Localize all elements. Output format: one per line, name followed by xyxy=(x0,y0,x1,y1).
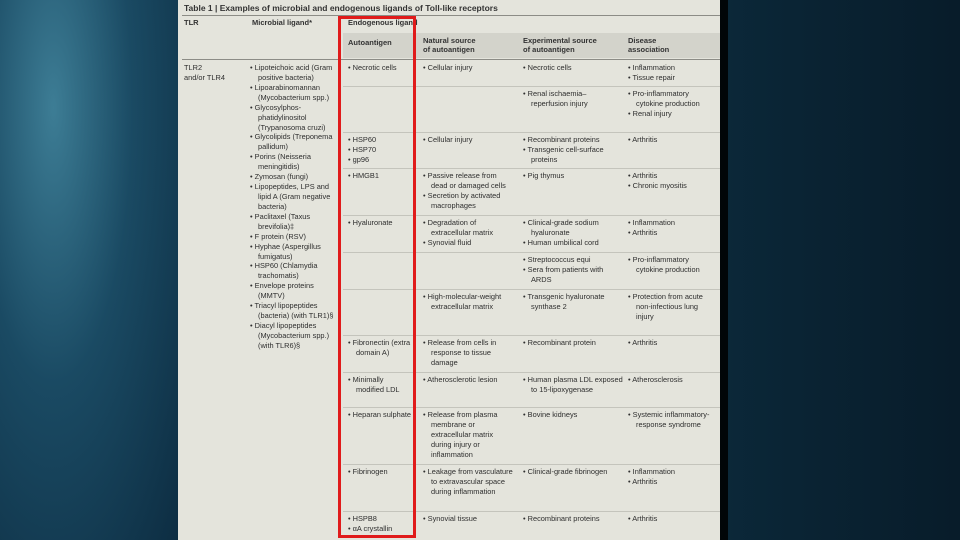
natural-source-cell xyxy=(423,375,515,385)
experimental-source-cell xyxy=(523,375,623,395)
experimental-source-cell xyxy=(523,514,623,524)
autoantigen-cell-item: • HSP70 xyxy=(348,145,412,155)
autoantigen-cell-item: • HMGB1 xyxy=(348,171,412,181)
header-natural-source: Natural source of autoantigen xyxy=(423,36,476,54)
experimental-source-cell xyxy=(523,63,623,73)
disease-association-cell xyxy=(628,89,716,119)
disease-association-cell-item: • Inflammation xyxy=(628,218,716,228)
natural-source-cell-item: • Secretion by activated macrophages xyxy=(423,191,515,211)
disease-association-cell-item: • Inflammation xyxy=(628,467,716,477)
slide-background-left xyxy=(0,0,178,540)
slide-divider xyxy=(720,0,728,540)
natural-source-cell-item: • High-molecular-weight extracellular matrix xyxy=(423,292,515,312)
experimental-source-cell xyxy=(523,218,623,248)
autoantigen-cell-item: • Minimally modified LDL xyxy=(348,375,412,395)
microbial-ligand-column xyxy=(250,63,338,351)
microbial-ligand-item: • Porins (Neisseria meningitidis) xyxy=(250,152,338,172)
tlr-cell: TLR2 and/or TLR4 xyxy=(184,63,225,82)
experimental-source-cell xyxy=(523,292,623,312)
table-document xyxy=(178,0,720,540)
disease-association-cell-item: • Renal injury xyxy=(628,109,716,119)
disease-association-cell xyxy=(628,255,716,275)
table-title: Table 1 | Examples of microbial and endogenous ligands of Toll-like receptors xyxy=(184,3,498,13)
autoantigen-cell-item: • Fibronectin (extra domain A) xyxy=(348,338,412,358)
microbial-ligand-item: • Glycolipids (Treponema pallidum) xyxy=(250,132,338,152)
natural-source-cell-item: • Degradation of extracellular matrix xyxy=(423,218,515,238)
slide-background-right xyxy=(720,0,960,540)
experimental-source-cell-item: • Recombinant proteins xyxy=(523,135,623,145)
natural-source-cell xyxy=(423,467,515,497)
experimental-source-cell-item: • Clinical-grade fibrinogen xyxy=(523,467,623,477)
microbial-ligand-item: • HSP60 (Chlamydia trachomatis) xyxy=(250,261,338,281)
disease-association-cell-item: • Chronic myositis xyxy=(628,181,716,191)
disease-association-cell-item: • Pro-inflammatory cytokine production xyxy=(628,89,716,109)
experimental-source-cell-item: • Recombinant protein xyxy=(523,338,623,348)
disease-association-cell-item: • Systemic inflammatory-response syndrome xyxy=(628,410,716,430)
disease-association-cell-item: • Arthritis xyxy=(628,338,716,348)
natural-source-cell xyxy=(423,292,515,312)
disease-association-cell-item: • Inflammation xyxy=(628,63,716,73)
microbial-ligand-item: • Paclitaxel (Taxus brevifolia)‡ xyxy=(250,212,338,232)
autoantigen-cell-item: • Fibrinogen xyxy=(348,467,412,477)
disease-association-cell xyxy=(628,410,716,430)
header-experimental-source: Experimental source of autoantigen xyxy=(523,36,597,54)
experimental-source-cell xyxy=(523,467,623,477)
disease-association-cell-item: • Arthritis xyxy=(628,228,716,238)
experimental-source-cell-item: • Necrotic cells xyxy=(523,63,623,73)
disease-association-cell xyxy=(628,171,716,191)
microbial-ligand-item: • Lipoarabinomannan (Mycobacterium spp.) xyxy=(250,83,338,103)
natural-source-cell-item: • Release from cells in response to tissue damage xyxy=(423,338,515,368)
experimental-source-cell xyxy=(523,89,623,109)
experimental-source-cell-item: • Human plasma LDL exposed to 15-lipoxygenase xyxy=(523,375,623,395)
microbial-ligand-item: • Lipopeptides, LPS and lipid A (Gram negative bacteria) xyxy=(250,182,338,212)
disease-association-cell xyxy=(628,63,716,83)
autoantigen-cell-item: • HSP60 xyxy=(348,135,412,145)
autoantigen-cell-item: • Hyaluronate xyxy=(348,218,412,228)
microbial-ligand-item: • Triacyl lipopeptides (bacteria) (with TLR1)§ xyxy=(250,301,338,321)
natural-source-cell-item: • Release from plasma membrane or extracellular matrix during injury or inflammation xyxy=(423,410,515,460)
experimental-source-cell xyxy=(523,255,623,285)
disease-association-cell xyxy=(628,375,716,385)
disease-association-cell xyxy=(628,338,716,348)
microbial-ligand-item: • Envelope proteins (MMTV) xyxy=(250,281,338,301)
autoantigen-cell-item: • Heparan sulphate xyxy=(348,410,412,420)
header-tlr: TLR xyxy=(184,18,199,27)
experimental-source-cell-item: • Bovine kidneys xyxy=(523,410,623,420)
header-microbial-ligand: Microbial ligand* xyxy=(252,18,313,27)
disease-association-cell-item: • Pro-inflammatory cytokine production xyxy=(628,255,716,275)
disease-association-cell xyxy=(628,514,716,524)
natural-source-cell xyxy=(423,171,515,211)
natural-source-cell xyxy=(423,410,515,460)
experimental-source-cell-item: • Pig thymus xyxy=(523,171,623,181)
experimental-source-cell-item: • Transgenic cell-surface proteins xyxy=(523,145,623,165)
natural-source-cell-item: • Atherosclerotic lesion xyxy=(423,375,515,385)
disease-association-cell xyxy=(628,467,716,487)
microbial-ligand-item: • Hyphae (Aspergillus fumigatus) xyxy=(250,242,338,262)
natural-source-cell xyxy=(423,514,515,524)
experimental-source-cell xyxy=(523,338,623,348)
microbial-ligand-item: • Zymosan (fungi) xyxy=(250,172,338,182)
disease-association-cell-item: • Atherosclerosis xyxy=(628,375,716,385)
autoantigen-cell-item: • HSPB8 xyxy=(348,514,412,524)
microbial-ligand-item: • Glycosylphos-phatidylinositol (Trypanosoma cruzi) xyxy=(250,103,338,133)
natural-source-cell-item: • Synovial tissue xyxy=(423,514,515,524)
disease-association-cell-item: • Arthritis xyxy=(628,171,716,181)
natural-source-cell-item: • Leakage from vasculature to extravascular space during inflammation xyxy=(423,467,515,497)
experimental-source-cell xyxy=(523,135,623,165)
disease-association-cell xyxy=(628,218,716,238)
microbial-ligand-item: • Diacyl lipopeptides (Mycobacterium spp.) (with TLR6)§ xyxy=(250,321,338,351)
disease-association-cell-item: • Protection from acute non-infectious lung injury xyxy=(628,292,716,322)
experimental-source-cell-item: • Sera from patients with ARDS xyxy=(523,265,623,285)
header-rule xyxy=(182,59,720,60)
disease-association-cell-item: • Arthritis xyxy=(628,477,716,487)
natural-source-cell-item: • Cellular injury xyxy=(423,63,515,73)
disease-association-cell-item: • Arthritis xyxy=(628,135,716,145)
experimental-source-cell xyxy=(523,171,623,181)
experimental-source-cell-item: • Human umbilical cord xyxy=(523,238,623,248)
experimental-source-cell-item: • Transgenic hyaluronate synthase 2 xyxy=(523,292,623,312)
natural-source-cell-item: • Passive release from dead or damaged cells xyxy=(423,171,515,191)
disease-association-cell-item: • Arthritis xyxy=(628,514,716,524)
autoantigen-highlight-box xyxy=(338,16,416,538)
experimental-source-cell-item: • Clinical-grade sodium hyaluronate xyxy=(523,218,623,238)
natural-source-cell xyxy=(423,218,515,248)
experimental-source-cell-item: • Streptococcus equi xyxy=(523,255,623,265)
natural-source-cell xyxy=(423,338,515,368)
disease-association-cell xyxy=(628,292,716,322)
natural-source-cell xyxy=(423,135,515,145)
header-autoantigen: Autoantigen xyxy=(348,38,392,47)
title-rule xyxy=(182,15,720,16)
natural-source-cell-item: • Cellular injury xyxy=(423,135,515,145)
disease-association-cell xyxy=(628,135,716,145)
microbial-ligand-item: • F protein (RSV) xyxy=(250,232,338,242)
autoantigen-cell-item: • αA crystallin xyxy=(348,524,412,534)
experimental-source-cell xyxy=(523,410,623,420)
autoantigen-cell-item: • Necrotic cells xyxy=(348,63,412,73)
microbial-ligand-item: • Lipoteichoic acid (Gram positive bacteria) xyxy=(250,63,338,83)
experimental-source-cell-item: • Renal ischaemia–reperfusion injury xyxy=(523,89,623,109)
natural-source-cell-item: • Synovial fluid xyxy=(423,238,515,248)
natural-source-cell xyxy=(423,63,515,73)
header-endogenous-ligand: Endogenous ligand xyxy=(348,18,418,27)
header-disease-association: Disease association xyxy=(628,36,670,54)
disease-association-cell-item: • Tissue repair xyxy=(628,73,716,83)
autoantigen-cell-item: • gp96 xyxy=(348,155,412,165)
experimental-source-cell-item: • Recombinant proteins xyxy=(523,514,623,524)
